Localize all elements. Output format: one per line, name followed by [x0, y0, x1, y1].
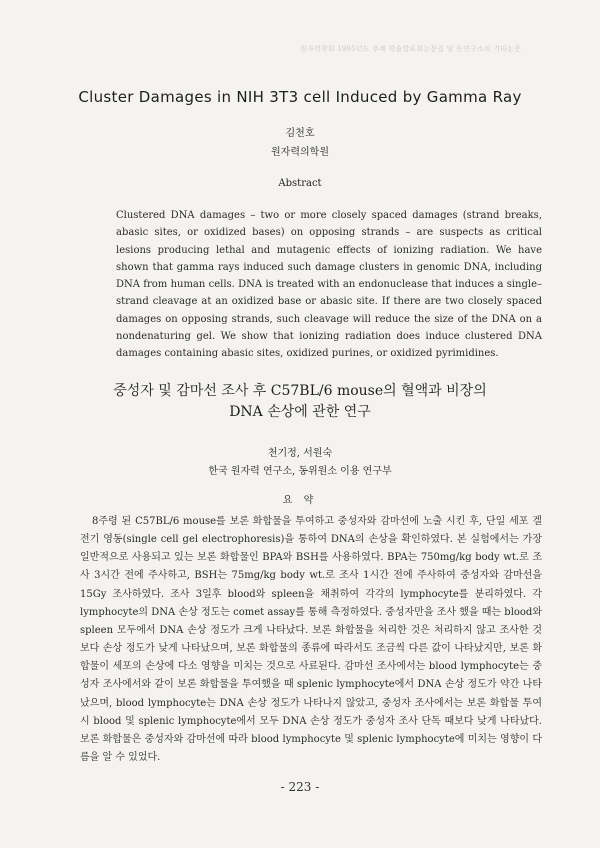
abstract-text: Clustered DNA damages – two or more closely spaced damages (strand breaks, abasic sites, or oxidized bases) on opposing strands – are suspects as critical lesions producing lethal and mutagenic effects of ionizing radiation. We have shown that gamma rays induced such damage clusters in genomic DNA, including DNA from human cells. DNA is treated with an endonuclease that induces a single–strand cleavage at an oxidized base or abasic site. If there are two closely spaced damages on opposing strands, such cleavage will reduce the size of the DNA on a nondenaturing gel. We show that ionizing radiation does induce clustered DNA damages containing abasic sites, oxidized purines, or oxidized pyrimidines.	[116, 210, 542, 360]
korean-title-line2: DNA 손상에 관한 연구	[229, 404, 371, 420]
korean-title	[60, 381, 540, 423]
summary-text	[80, 513, 542, 767]
korean-authors: 천기정, 서원숙	[267, 448, 333, 459]
summary-heading: 요 약	[282, 495, 318, 506]
english-author: 김천호	[285, 128, 315, 139]
summary-paragraph: 8주령 된 C57BL/6 mouse를 보론 화합물을 투여하고 중성자와 감마선에 노출 시킨 후, 단일 세포 겔 전기 영동(single cell gel electrophoresis)을 통하여 DNA의 손상을 확인하였다. 본 실험에서는 가장 일반적으로 사용되고 있는 보론 화합물인 BPA와 BSH를 사용하였다. BPA는 750mg/kg body wt.로 조사 3시간 전에 주사하고, BSH는 75mg/kg body wt.로 조사 1시간 전에 주사하여 중성자와 감마선을 15Gy 조사하였다. 조사 3일후 blood와 spleen을 채취하여 각각의 lymphocyte를 분리하였다. 각 lymphocyte의 DNA 손상 정도는 comet assay를 통해 측정하였다. 중성자만을 조사 했을 때는 blood와 spleen 모두에서 DNA 손상 정도가 크게 나타났다. 보론 화합물을 처리한 것은 처리하지 않고 조사한 것보다 손상 정도가 낮게 나타났으며, 보론 화합물의 종류에 따라서도 조금씩 다른 값이 나타났지만, 보론 화합물이 세포의 손상에 다소 영향을 미치는 것으로 사료된다. 감마선 조사에서는 blood lymphocyte는 중성자 조사에서와 같이 보론 화합물을 투여했을 때 splenic lymphocyte에서 DNA 손상 정도가 약간 나타났으며, blood lymphocyte는 DNA 손상 정도가 나타나지 않았고, 중성자 조사에서는 보론 화합물 투여시 blood 및 splenic lymphocyte에서 모두 DNA 손상 정도가 중성자 조사 단독 때보다 낮게 나타났다. 보론 화합물은 중성자와 감마선에 따라 blood lymphocyte 및 splenic lymphocyte에 미치는 영향이 다름을 알 수 있었다.	[80, 516, 542, 764]
abstract-heading: Abstract	[278, 178, 322, 189]
english-affiliation: 원자력의학원	[271, 147, 329, 158]
korean-title-line1: 중성자 및 감마선 조사 후 C57BL/6 mouse의 혈액과 비장의	[113, 383, 487, 399]
page-number: - 223 -	[280, 780, 320, 794]
bleed-through-header: 원자력학회 1995년도 추계 학술발표회논문집 및 동연구소의 기타논문	[300, 45, 522, 53]
english-title: Cluster Damages in NIH 3T3 cell Induced by Gamma Ray	[78, 88, 522, 106]
korean-affiliation: 한국 원자력 연구소, 동위원소 이용 연구부	[208, 466, 392, 477]
